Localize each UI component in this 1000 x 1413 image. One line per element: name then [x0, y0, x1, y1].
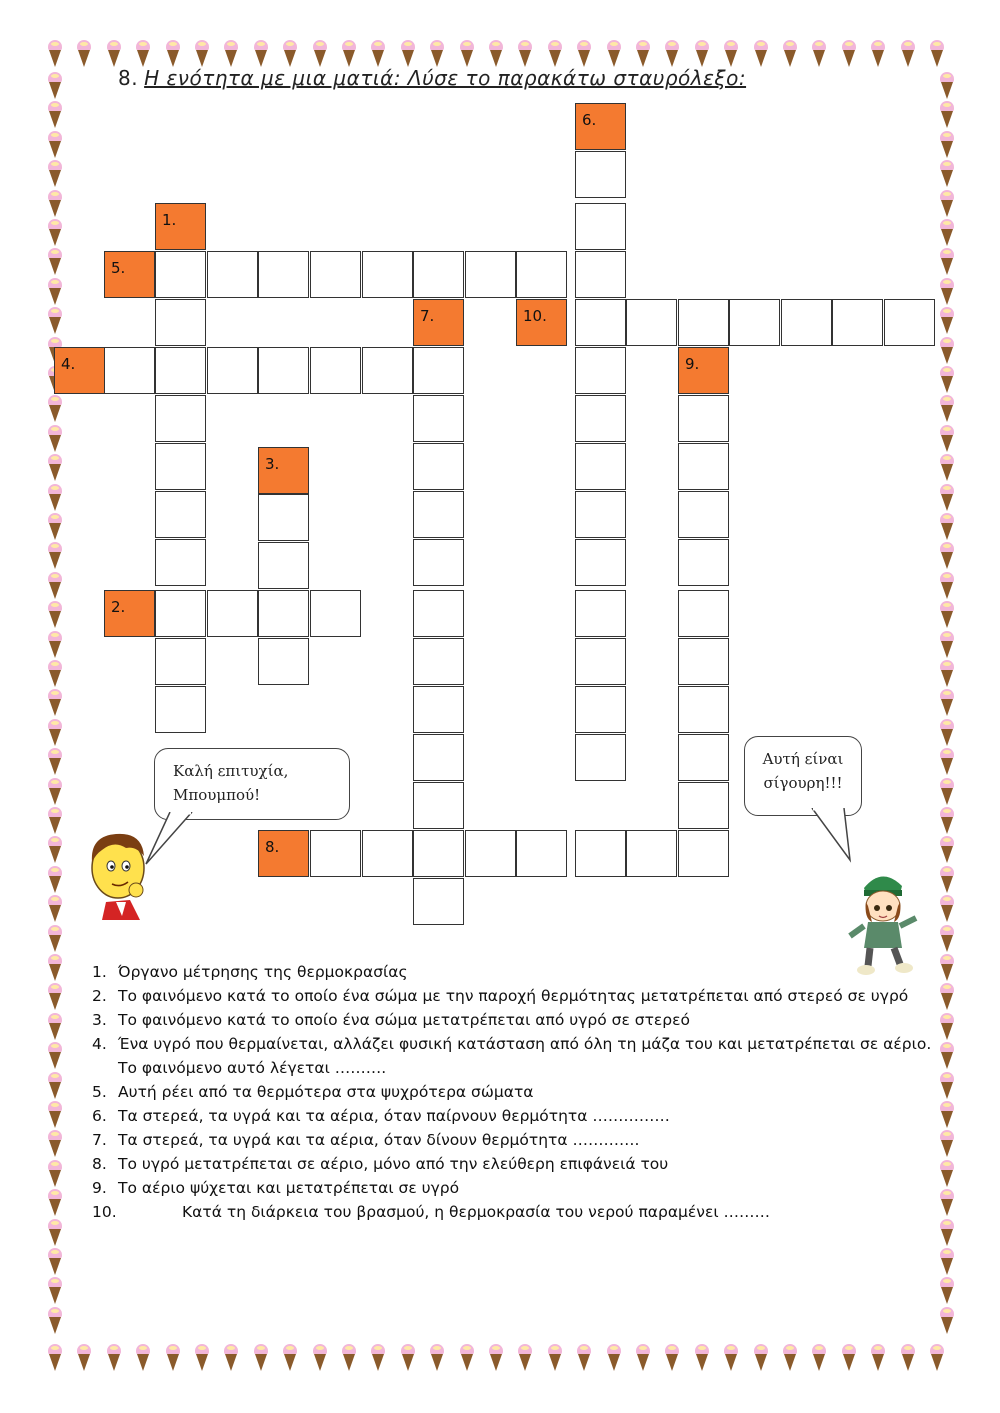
ice-cream-cone-icon — [518, 40, 532, 68]
crossword-clue-number-cell — [104, 251, 155, 298]
ice-cream-cone-icon — [940, 248, 954, 276]
ice-cream-cone-icon — [940, 1130, 954, 1158]
ice-cream-cone-icon — [695, 1344, 709, 1372]
ice-cream-cone-icon — [48, 807, 62, 835]
ice-cream-cone-icon — [48, 72, 62, 100]
ice-cream-cone-icon — [195, 40, 209, 68]
ice-cream-cone-icon — [940, 1307, 954, 1335]
clue-number: 6. — [92, 1107, 107, 1125]
crossword-letter-cell[interactable] — [413, 878, 464, 925]
clue-item — [92, 1080, 942, 1104]
ice-cream-cone-icon — [48, 40, 62, 68]
speech-bubble-right-tail — [808, 808, 858, 864]
crossword-clue-number: 10. — [523, 307, 547, 325]
crossword-letter-cell[interactable] — [362, 251, 413, 298]
clue-list — [92, 960, 942, 1224]
ice-cream-cone-icon — [695, 40, 709, 68]
ice-cream-cone-icon — [48, 131, 62, 159]
ice-cream-cone-icon — [607, 1344, 621, 1372]
ice-cream-cone-icon — [940, 719, 954, 747]
ice-cream-cone-icon — [940, 807, 954, 835]
ice-cream-cone-icon — [783, 40, 797, 68]
ice-cream-cone-icon — [166, 40, 180, 68]
ice-cream-cone-icon — [48, 631, 62, 659]
ice-cream-cone-icon — [136, 1344, 150, 1372]
ice-cream-cone-icon — [489, 40, 503, 68]
crossword-letter-cell[interactable] — [575, 395, 626, 442]
crossword-letter-cell[interactable] — [781, 299, 832, 346]
ice-cream-cone-icon — [940, 866, 954, 894]
crossword-clue-number-cell — [413, 299, 464, 346]
clue-item — [92, 1128, 942, 1152]
clue-number: 4. — [92, 1035, 107, 1053]
crossword-letter-cell[interactable] — [413, 347, 464, 394]
crossword-clue-number: 3. — [265, 455, 280, 473]
ice-cream-cone-icon — [940, 101, 954, 129]
crossword-clue-number: 7. — [420, 307, 435, 325]
ice-cream-cone-icon — [636, 40, 650, 68]
crossword-letter-cell[interactable] — [575, 203, 626, 250]
crossword-clue-number-cell — [155, 203, 206, 250]
crossword-letter-cell[interactable] — [258, 638, 309, 685]
ice-cream-cone-icon — [48, 248, 62, 276]
ice-cream-cone-icon — [48, 1277, 62, 1305]
clue-number: 7. — [92, 1131, 107, 1149]
ice-cream-cone-icon — [940, 631, 954, 659]
ice-cream-cone-icon — [48, 719, 62, 747]
crossword-letter-cell[interactable] — [310, 347, 361, 394]
ice-cream-cone-icon — [48, 1130, 62, 1158]
ice-cream-cone-icon — [665, 1344, 679, 1372]
ice-cream-cone-icon — [607, 40, 621, 68]
crossword-letter-cell[interactable] — [678, 491, 729, 538]
ice-cream-cone-icon — [489, 1344, 503, 1372]
ice-cream-cone-icon — [577, 1344, 591, 1372]
crossword-letter-cell[interactable] — [258, 590, 309, 637]
ice-cream-cone-icon — [940, 190, 954, 218]
clue-item — [92, 1008, 942, 1032]
crossword-clue-number-cell — [678, 347, 729, 394]
crossword-letter-cell[interactable] — [516, 251, 567, 298]
crossword-letter-cell[interactable] — [155, 590, 206, 637]
ice-cream-cone-icon — [940, 219, 954, 247]
page-title — [118, 66, 746, 90]
crossword-letter-cell[interactable] — [258, 494, 309, 541]
ice-cream-cone-icon — [665, 40, 679, 68]
ice-cream-cone-icon — [283, 1344, 297, 1372]
crossword-letter-cell[interactable] — [155, 491, 206, 538]
crossword-letter-cell[interactable] — [832, 299, 883, 346]
crossword-clue-number: 6. — [582, 111, 597, 129]
ice-cream-cone-icon — [48, 278, 62, 306]
ice-cream-cone-icon — [48, 954, 62, 982]
ice-cream-cone-icon — [940, 895, 954, 923]
clue-number: 1. — [92, 963, 107, 981]
speech-bubble-right — [744, 736, 862, 816]
clue-text: Κατά τη διάρκεια του βρασμού, η θερμοκρασία του νερού παραμένει ……… — [182, 1203, 770, 1221]
crossword-letter-cell[interactable] — [310, 830, 361, 877]
ice-cream-cone-icon — [940, 925, 954, 953]
ice-cream-cone-icon — [842, 1344, 856, 1372]
ice-cream-cone-icon — [48, 1219, 62, 1247]
crossword-letter-cell[interactable] — [729, 299, 780, 346]
crossword-letter-cell[interactable] — [465, 830, 516, 877]
crossword-letter-cell[interactable] — [155, 299, 206, 346]
crossword-letter-cell[interactable] — [413, 638, 464, 685]
ice-cream-cone-icon — [342, 1344, 356, 1372]
ice-cream-cone-icon — [48, 1101, 62, 1129]
ice-cream-cone-icon — [940, 572, 954, 600]
crossword-letter-cell[interactable] — [575, 251, 626, 298]
ice-cream-cone-icon — [940, 601, 954, 629]
clue-number: 9. — [92, 1179, 107, 1197]
crossword-letter-cell[interactable] — [575, 299, 626, 346]
crossword-letter-cell[interactable] — [413, 686, 464, 733]
ice-cream-cone-icon — [48, 1344, 62, 1372]
ice-cream-cone-icon — [401, 40, 415, 68]
ice-cream-cone-icon — [107, 1344, 121, 1372]
ice-cream-cone-icon — [48, 1307, 62, 1335]
ice-cream-cone-icon — [871, 40, 885, 68]
crossword-letter-cell[interactable] — [678, 638, 729, 685]
ice-cream-cone-icon — [754, 40, 768, 68]
ice-cream-cone-icon — [48, 1072, 62, 1100]
clue-number: 5. — [92, 1083, 107, 1101]
crossword-letter-cell[interactable] — [155, 686, 206, 733]
ice-cream-cone-icon — [48, 1189, 62, 1217]
ice-cream-cone-icon — [48, 925, 62, 953]
ice-cream-cone-icon — [48, 1248, 62, 1276]
ice-cream-cone-icon — [107, 40, 121, 68]
clue-item — [92, 1176, 942, 1200]
ice-cream-cone-icon — [48, 425, 62, 453]
crossword-letter-cell[interactable] — [575, 638, 626, 685]
crossword-clue-number-cell — [258, 830, 309, 877]
ice-cream-cone-icon — [930, 1344, 944, 1372]
ice-cream-cone-icon — [518, 1344, 532, 1372]
ice-cream-cone-icon — [48, 836, 62, 864]
ice-cream-cone-icon — [724, 40, 738, 68]
crossword-letter-cell[interactable] — [155, 347, 206, 394]
crossword-letter-cell[interactable] — [575, 151, 626, 198]
clue-item — [92, 1152, 942, 1176]
ice-cream-cone-icon — [77, 1344, 91, 1372]
crossword-clue-number: 5. — [111, 259, 126, 277]
clue-number: 3. — [92, 1011, 107, 1029]
clue-text: Το αέριο ψύχεται και μετατρέπεται σε υγρό — [118, 1179, 460, 1197]
ice-cream-cone-icon — [430, 40, 444, 68]
ice-cream-cone-icon — [940, 1072, 954, 1100]
ice-cream-cone-icon — [940, 1189, 954, 1217]
crossword-letter-cell[interactable] — [884, 299, 935, 346]
clue-text: Τα στερεά, τα υγρά και τα αέρια, όταν δίνουν θερμότητα …………. — [118, 1131, 640, 1149]
ice-cream-cone-icon — [48, 160, 62, 188]
ice-cream-cone-icon — [842, 40, 856, 68]
crossword-letter-cell[interactable] — [678, 734, 729, 781]
ice-cream-cone-icon — [313, 1344, 327, 1372]
crossword-clue-number: 2. — [111, 598, 126, 616]
clue-text: Ένα υγρό που θερμαίνεται, αλλάζει φυσική κατάσταση από όλη τη μάζα του και μετατρέπεται σε αέριο. Το φαινόμενο αυτό λέγεται ………. — [118, 1035, 932, 1077]
crossword-letter-cell[interactable] — [413, 395, 464, 442]
ice-cream-cone-icon — [724, 1344, 738, 1372]
crossword-letter-cell[interactable] — [413, 830, 464, 877]
speech-bubble-left — [154, 748, 350, 820]
crossword-letter-cell[interactable] — [413, 251, 464, 298]
crossword-letter-cell[interactable] — [155, 251, 206, 298]
crossword-clue-number-cell — [258, 447, 309, 494]
ice-cream-cone-icon — [940, 484, 954, 512]
ice-cream-cone-icon — [940, 1277, 954, 1305]
ice-cream-cone-icon — [48, 484, 62, 512]
ice-cream-cone-icon — [940, 513, 954, 541]
crossword-letter-cell[interactable] — [155, 638, 206, 685]
crossword-letter-cell[interactable] — [362, 347, 413, 394]
ice-cream-cone-icon — [48, 866, 62, 894]
ice-cream-cone-icon — [48, 513, 62, 541]
ice-cream-cone-icon — [783, 1344, 797, 1372]
ice-cream-cone-icon — [940, 72, 954, 100]
ice-cream-cone-icon — [577, 40, 591, 68]
crossword-letter-cell[interactable] — [678, 395, 729, 442]
ice-cream-cone-icon — [77, 40, 91, 68]
crossword-letter-cell[interactable] — [575, 590, 626, 637]
ice-cream-cone-icon — [940, 1101, 954, 1129]
ice-cream-cone-icon — [871, 1344, 885, 1372]
crossword-letter-cell[interactable] — [678, 686, 729, 733]
boy-character-illustration — [78, 826, 168, 922]
crossword-letter-cell[interactable] — [413, 539, 464, 586]
crossword-letter-cell[interactable] — [258, 347, 309, 394]
ice-cream-cone-icon — [940, 660, 954, 688]
ice-cream-cone-icon — [48, 454, 62, 482]
crossword-letter-cell[interactable] — [575, 347, 626, 394]
ice-cream-cone-icon — [940, 1248, 954, 1276]
crossword-letter-cell[interactable] — [155, 539, 206, 586]
crossword-letter-cell[interactable] — [207, 590, 258, 637]
ice-cream-cone-icon — [371, 1344, 385, 1372]
clue-item — [92, 960, 942, 984]
crossword-letter-cell[interactable] — [575, 491, 626, 538]
ice-cream-cone-icon — [48, 572, 62, 600]
ice-cream-cone-icon — [48, 1042, 62, 1070]
crossword-letter-cell[interactable] — [413, 590, 464, 637]
crossword-letter-cell[interactable] — [516, 830, 567, 877]
ice-cream-cone-icon — [48, 660, 62, 688]
crossword-letter-cell[interactable] — [678, 443, 729, 490]
clue-item — [92, 984, 942, 1008]
ice-cream-cone-icon — [371, 40, 385, 68]
ice-cream-cone-icon — [48, 101, 62, 129]
crossword-letter-cell[interactable] — [413, 491, 464, 538]
crossword-letter-cell[interactable] — [465, 251, 516, 298]
ice-cream-cone-icon — [940, 1160, 954, 1188]
ice-cream-cone-icon — [940, 307, 954, 335]
clue-text: Το υγρό μετατρέπεται σε αέριο, μόνο από την ελεύθερη επιφάνειά του — [118, 1155, 669, 1173]
ice-cream-cone-icon — [940, 366, 954, 394]
crossword-letter-cell[interactable] — [310, 590, 361, 637]
crossword-letter-cell[interactable] — [413, 443, 464, 490]
crossword-clue-number-cell — [575, 103, 626, 150]
ice-cream-cone-icon — [48, 1013, 62, 1041]
crossword-letter-cell[interactable] — [575, 443, 626, 490]
ice-cream-cone-icon — [342, 40, 356, 68]
crossword-letter-cell[interactable] — [678, 539, 729, 586]
ice-cream-cone-icon — [940, 748, 954, 776]
clue-number: 10. — [92, 1203, 117, 1221]
ice-cream-cone-icon — [940, 131, 954, 159]
clue-text: Όργανο μέτρησης της θερμοκρασίας — [118, 963, 408, 981]
ice-cream-cone-icon — [430, 1344, 444, 1372]
crossword-letter-cell[interactable] — [413, 782, 464, 829]
clue-text: Αυτή ρέει από τα θερμότερα στα ψυχρότερα σώματα — [118, 1083, 534, 1101]
ice-cream-cone-icon — [460, 1344, 474, 1372]
ice-cream-cone-icon — [48, 542, 62, 570]
crossword-clue-number-cell — [104, 590, 155, 637]
crossword-letter-cell[interactable] — [155, 443, 206, 490]
crossword-letter-cell[interactable] — [626, 830, 677, 877]
crossword-clue-number: 4. — [61, 355, 76, 373]
ice-cream-cone-icon — [812, 1344, 826, 1372]
ice-cream-cone-icon — [224, 1344, 238, 1372]
ice-cream-cone-icon — [940, 954, 954, 982]
clue-text: Το φαινόμενο κατά το οποίο ένα σώμα με την παροχή θερμότητας μετατρέπεται από στερεό σε υγρό — [118, 987, 909, 1005]
crossword-letter-cell[interactable] — [678, 299, 729, 346]
ice-cream-cone-icon — [254, 1344, 268, 1372]
crossword-letter-cell[interactable] — [413, 734, 464, 781]
crossword-letter-cell[interactable] — [678, 830, 729, 877]
ice-cream-cone-icon — [195, 1344, 209, 1372]
ice-cream-cone-icon — [48, 778, 62, 806]
ice-cream-cone-icon — [401, 1344, 415, 1372]
ice-cream-cone-icon — [48, 895, 62, 923]
crossword-clue-number-cell — [516, 299, 567, 346]
title-text: Η ενότητα με μια ματιά: Λύσε το παρακάτω σταυρόλεξο: — [144, 66, 747, 90]
clue-item — [92, 1032, 942, 1080]
crossword-letter-cell[interactable] — [207, 251, 258, 298]
ice-cream-cone-icon — [940, 542, 954, 570]
crossword-letter-cell[interactable] — [575, 686, 626, 733]
ice-cream-cone-icon — [940, 337, 954, 365]
ice-cream-cone-icon — [940, 1013, 954, 1041]
ice-cream-cone-icon — [940, 278, 954, 306]
ice-cream-cone-icon — [901, 1344, 915, 1372]
crossword-letter-cell[interactable] — [678, 782, 729, 829]
ice-cream-cone-icon — [940, 836, 954, 864]
ice-cream-cone-icon — [254, 40, 268, 68]
ice-cream-cone-icon — [940, 160, 954, 188]
clue-text: Τα στερεά, τα υγρά και τα αέρια, όταν παίρνουν θερμότητα …………… — [118, 1107, 670, 1125]
clue-number: 8. — [92, 1155, 107, 1173]
ice-cream-cone-icon — [224, 40, 238, 68]
ice-cream-cone-icon — [166, 1344, 180, 1372]
ice-cream-cone-icon — [940, 1219, 954, 1247]
crossword-letter-cell[interactable] — [575, 830, 626, 877]
ice-cream-cone-icon — [754, 1344, 768, 1372]
crossword-letter-cell[interactable] — [575, 539, 626, 586]
ice-cream-cone-icon — [136, 40, 150, 68]
ice-cream-cone-icon — [48, 190, 62, 218]
speech-bubble-right-text: Αυτή είναι σίγουρη!!! — [762, 750, 844, 792]
crossword-letter-cell[interactable] — [575, 734, 626, 781]
crossword-clue-number-cell — [54, 347, 105, 394]
ice-cream-cone-icon — [548, 40, 562, 68]
ice-cream-cone-icon — [48, 219, 62, 247]
crossword-clue-number: 8. — [265, 838, 280, 856]
clue-item — [92, 1104, 942, 1128]
ice-cream-cone-icon — [940, 983, 954, 1011]
crossword-clue-number: 9. — [685, 355, 700, 373]
ice-cream-cone-icon — [48, 983, 62, 1011]
crossword-letter-cell[interactable] — [678, 590, 729, 637]
crossword-clue-number: 1. — [162, 211, 177, 229]
ice-cream-cone-icon — [313, 40, 327, 68]
clue-number: 2. — [92, 987, 107, 1005]
ice-cream-cone-icon — [940, 395, 954, 423]
clue-text: Το φαινόμενο κατά το οποίο ένα σώμα μετατρέπεται από υγρό σε στερεό — [118, 1011, 691, 1029]
ice-cream-cone-icon — [460, 40, 474, 68]
crossword-letter-cell[interactable] — [104, 347, 155, 394]
ice-cream-cone-icon — [48, 748, 62, 776]
crossword-letter-cell[interactable] — [258, 542, 309, 589]
ice-cream-cone-icon — [48, 601, 62, 629]
crossword-letter-cell[interactable] — [310, 251, 361, 298]
crossword-letter-cell[interactable] — [258, 251, 309, 298]
ice-cream-cone-icon — [548, 1344, 562, 1372]
ice-cream-cone-icon — [283, 40, 297, 68]
crossword-letter-cell[interactable] — [207, 347, 258, 394]
speech-bubble-left-text: Καλή επιτυχία, Μπουμπού! — [173, 762, 289, 804]
ice-cream-cone-icon — [940, 454, 954, 482]
crossword-letter-cell[interactable] — [155, 395, 206, 442]
ice-cream-cone-icon — [930, 40, 944, 68]
ice-cream-cone-icon — [48, 689, 62, 717]
ice-cream-cone-icon — [812, 40, 826, 68]
ice-cream-cone-icon — [48, 395, 62, 423]
ice-cream-cone-icon — [48, 1160, 62, 1188]
ice-cream-cone-icon — [48, 307, 62, 335]
ice-cream-cone-icon — [940, 1042, 954, 1070]
ice-cream-cone-icon — [901, 40, 915, 68]
ice-cream-cone-icon — [940, 778, 954, 806]
crossword-letter-cell[interactable] — [626, 299, 677, 346]
ice-cream-cone-icon — [940, 425, 954, 453]
crossword-letter-cell[interactable] — [362, 830, 413, 877]
title-number: 8. — [118, 66, 139, 90]
ice-cream-cone-icon — [636, 1344, 650, 1372]
clue-item — [92, 1200, 942, 1224]
ice-cream-cone-icon — [940, 689, 954, 717]
